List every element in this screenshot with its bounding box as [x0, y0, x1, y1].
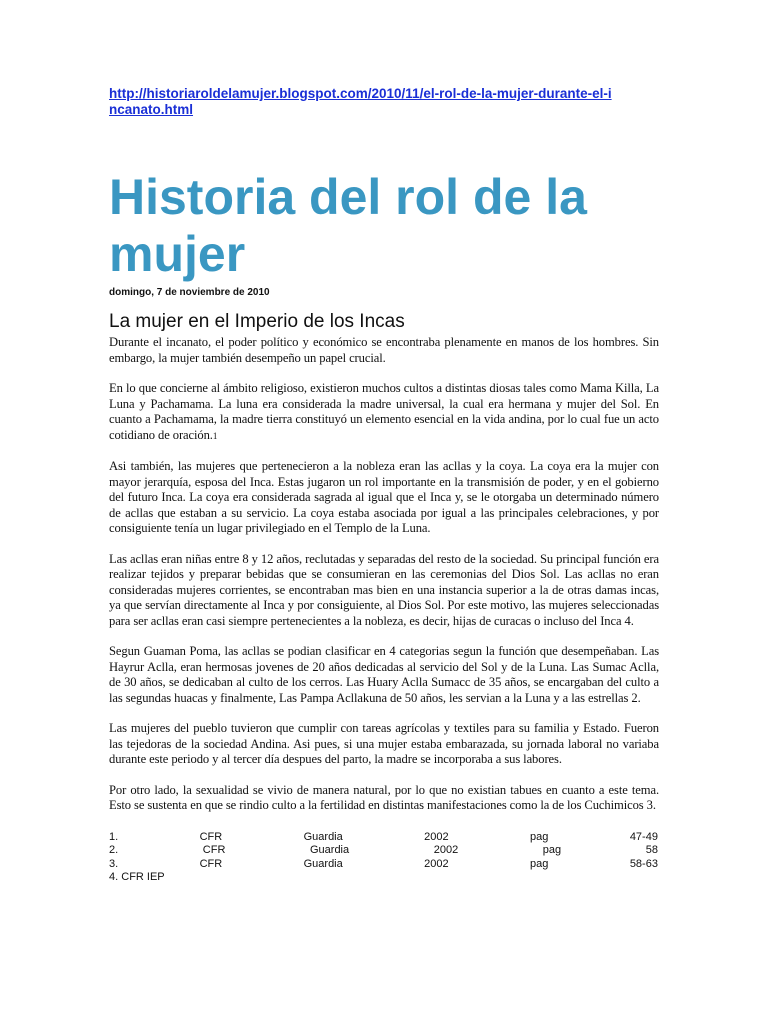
ref-year: 2002 — [424, 857, 449, 870]
ref-pages: 47-49 — [629, 830, 658, 843]
ref-cfr: CFR — [199, 857, 223, 870]
ref-cfr: CFR — [202, 844, 226, 856]
post-title: La mujer en el Imperio de los Incas — [109, 311, 405, 332]
post-date: domingo, 7 de noviembre de 2010 — [109, 287, 270, 298]
footnote-marker: 3. — [646, 798, 656, 812]
ref-cfr: CFR — [199, 830, 223, 843]
paragraph: Asi también, las mujeres que pertenecieron a la nobleza eran las acllas y la coya. La coya era la mujer con mayor jerarquía, esposa del Inca. Estas jugaron un rol importante en la transmisión de poder, y en el gobierno del futuro Inca. La coya era considerada sagrada al igual que el Inca y, se le otorgaba un determinado número de acllas que estaban a su servicio. La coya estaba asociada por igual a las principales celebraciones, y por consiguiente tenía un lugar privilegiado en el Templo de la Luna. — [109, 459, 659, 535]
references-list — [109, 831, 659, 885]
paragraph: En lo que concierne al ámbito religioso, existieron muchos cultos a distintas diosas tales como Mama Killa, La Luna y Pachamama. La luna era considerada la madre universal, la cual era hermana y mujer del Sol. En cuanto a Pachamama, la madre tierra constituyó un elemento esencial en la vida andina, por lo cual fue un acto cotidiano de oración.1 — [109, 381, 659, 442]
ref-number: 3. — [109, 857, 119, 870]
ref-pages: 58-63 — [629, 857, 658, 870]
paragraph: Segun Guaman Poma, las acllas se podian clasificar en 4 categorias segun la función que desempeñaban. Las Hayrur Aclla, eran hermosas jovenes de 20 años dedicadas al servicio del Sol y de la Luna. Las Sumac Aclla, de 30 años, se dedicaban al culto de los cerros. Las Huary Aclla Sumacc de 35 años, se encargaban del culto a las segundas huacas y finalmente, Las Pampa Acllakuna de 50 años, les servian a la Luna y a las estrellas 2. — [109, 644, 659, 705]
ref-number: 1. — [109, 830, 119, 843]
ref-year: 2002 — [433, 844, 459, 856]
paragraph: Las acllas eran niñas entre 8 y 12 años, reclutadas y separadas del resto de la sociedad. Su principal función era realizar tejidos y preparar bebidas que se consumieran en las ceremonias del Dios Sol. Las acllas no eran consideradas mujeres corrientes, se encontraban mas bien en una instancia superior a la de otras damas incas, ya que servían directamente al Inca y por consiguiente, al Dios Sol. Por este motivo, las mujeres seleccionadas para ser acllas eran casi siempre pertenecientes a la nobleza, es decir, hijas de curacas o incluso del Inca 4. — [109, 551, 659, 628]
ref-pag-label: pag — [542, 844, 562, 856]
ref-number: 4. — [109, 871, 119, 883]
ref-pag-label: pag — [530, 857, 549, 870]
ref-author: Guardia — [303, 830, 343, 843]
page — [109, 86, 659, 885]
reference-row — [109, 858, 658, 872]
reference-row — [109, 831, 658, 845]
reference-row — [109, 871, 658, 885]
footnote-marker: 1 — [212, 430, 218, 441]
ref-author: Guardia — [303, 857, 343, 870]
blog-title: Historia del rol de la mujer — [109, 169, 587, 282]
ref-author: Guardia — [309, 844, 350, 856]
paragraph: Las mujeres del pueblo tuvieron que cumplir con tareas agrícolas y textiles para su familia y Estado. Fueron las tejedoras de la sociedad Andina. Asi pues, si una mujer estaba embarazada, su jornada laboral no variaba durante este periodo y al tercer día despues del parto, la madre se incorporaba a sus labores. — [109, 721, 659, 766]
ref-pag-label: pag — [530, 830, 549, 843]
paragraph: Durante el incanato, el poder político y económico se encontraba plenamente en manos de los hombres. Sin embargo, la mujer también desempeño un papel crucial. — [109, 335, 659, 365]
footnote-marker: 2. — [631, 690, 641, 705]
reference-row — [109, 844, 658, 858]
post-body — [109, 335, 659, 814]
ref-pages: 58 — [645, 844, 658, 856]
footnote-marker: 4. — [624, 613, 634, 628]
ref-year: 2002 — [424, 830, 449, 843]
source-url-link[interactable]: http://historiaroldelamujer.blogspot.com/2010/11/el-rol-de-la-mujer-durante-el-incanato.html — [109, 86, 612, 117]
ref-cfr: CFR IEP — [121, 871, 165, 883]
ref-number: 2. — [109, 844, 119, 856]
paragraph: Por otro lado, la sexualidad se vivio de manera natural, por lo que no existian tabues en cuanto a este tema. Esto se sustenta en que se rindio culto a la fertilidad en distintas manifestaciones como la de los Cuchimicos 3. — [109, 782, 659, 812]
